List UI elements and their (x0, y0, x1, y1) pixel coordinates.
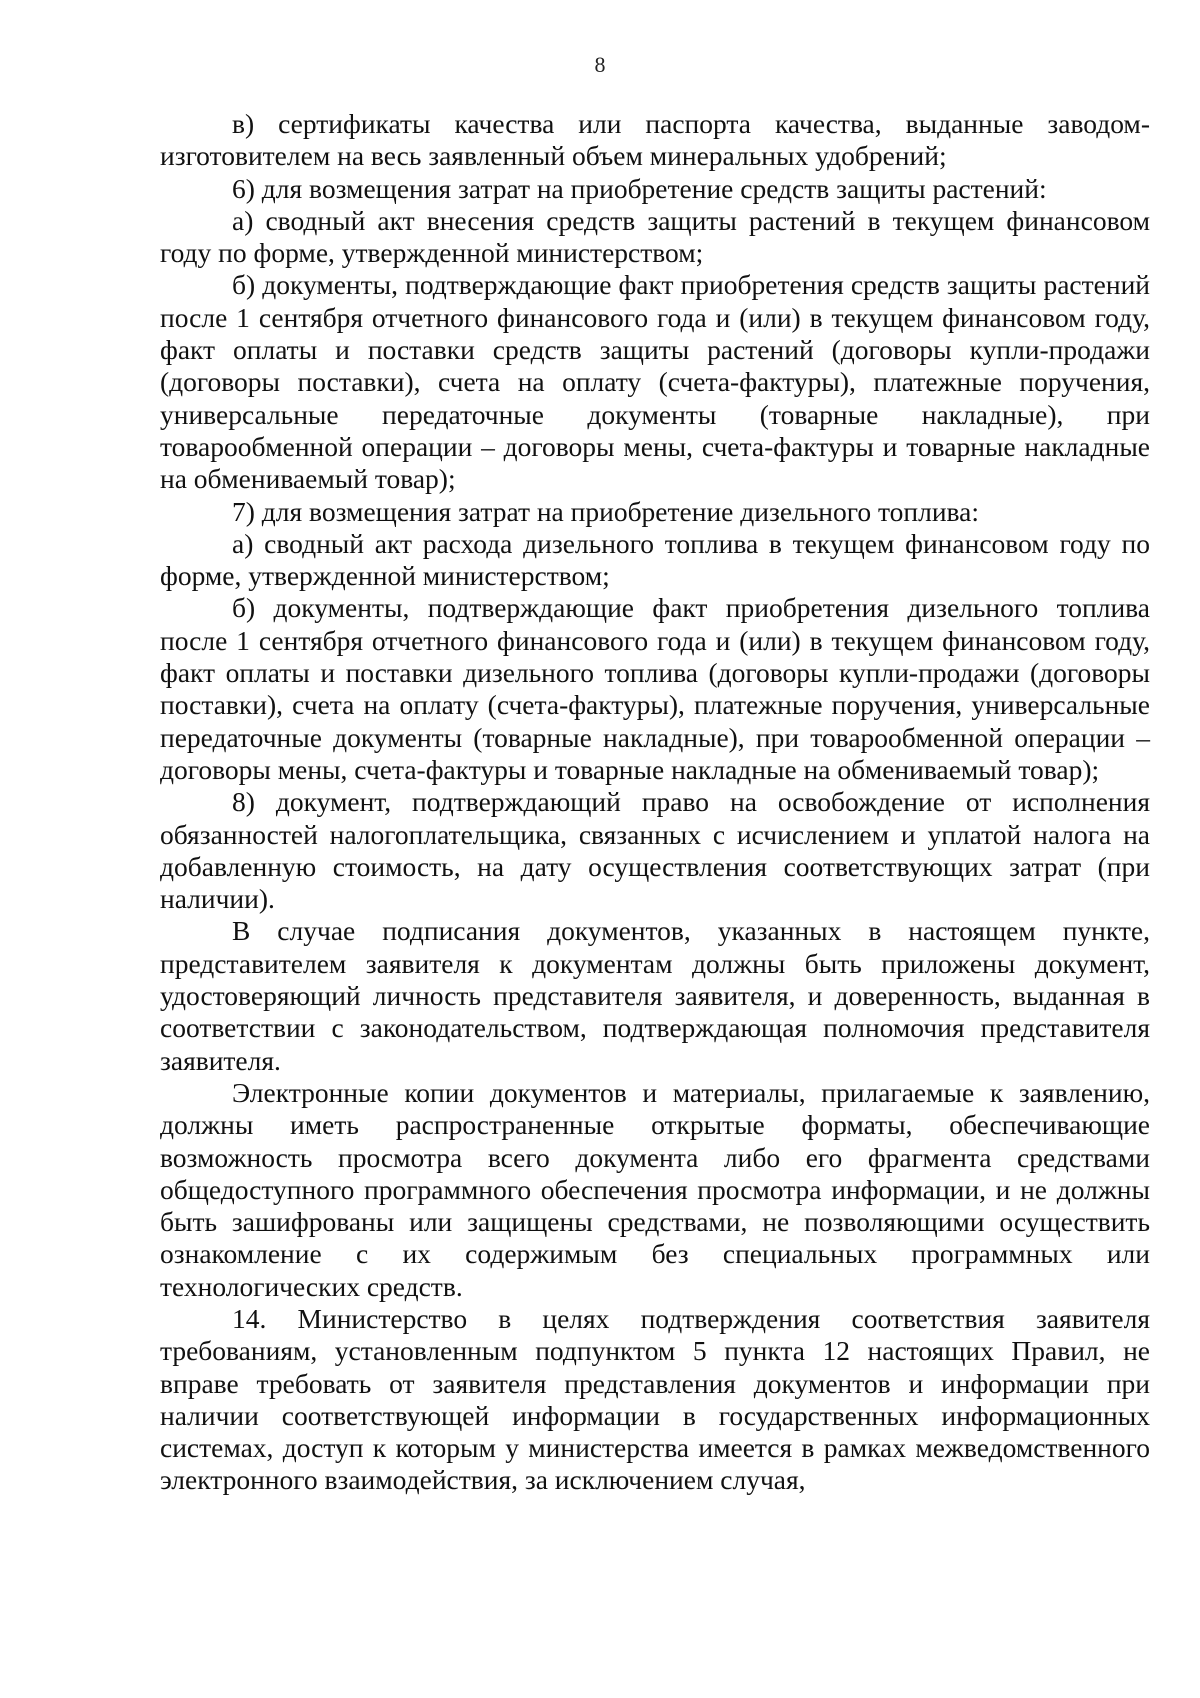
paragraph-7a-diesel-act: а) сводный акт расхода дизельного топлива в текущем финансовом году по форме, утвержденной министерством; (160, 527, 1150, 592)
paragraph-7b-diesel-documents: б) документы, подтверждающие факт приобретения дизельного топлива после 1 сентября отчетного финансового года и (или) в текущем финансовом году, факт оплаты и поставки дизельного топлива (договоры купли-продажи (договоры поставки), счета на оплату (счета-фактуры), платежные поручения, универсальные передаточные документы (товарные накладные), при товарообменной операции – договоры мены, счета-фактуры и товарные накладные на обмениваемый товар); (160, 592, 1150, 785)
document-body (160, 108, 1150, 1497)
paragraph-electronic-copies: Электронные копии документов и материалы, прилагаемые к заявлению, должны иметь распространенные открытые форматы, обеспечивающие возможность просмотра всего документа либо его фрагмента средствами общедоступного программного обеспечения просмотра информации, и не должны быть зашифрованы или защищены средствами, не позволяющими осуществить ознакомление с их содержимым без специальных программных или технологических средств. (160, 1076, 1150, 1302)
paragraph-representative-signing: В случае подписания документов, указанных в настоящем пункте, представителем заявителя к документам должны быть приложены документ, удостоверяющий личность представителя заявителя, и доверенность, выданная в соответствии с законодательством, подтверждающая полномочия представителя заявителя. (160, 915, 1150, 1076)
page-number: 8 (594, 52, 606, 77)
paragraph-v-quality-certificates: в) сертификаты качества или паспорта качества, выданные заводом-изготовителем на весь заявленный объем минеральных удобрений; (160, 108, 1150, 172)
paragraph-6-plant-protection-heading: 6) для возмещения затрат на приобретение средств защиты растений: (232, 172, 1047, 204)
paragraph-8-vat-exemption: 8) документ, подтверждающий право на освобождение от исполнения обязанностей налогоплательщика, связанных с исчислением и уплатой налога на добавленную стоимость, на дату осуществления соответствующих затрат (при наличии). (160, 786, 1150, 915)
paragraph-6a-summary-act: а) сводный акт внесения средств защиты растений в текущем финансовом году по форме, утвержденной министерством; (160, 204, 1150, 269)
paragraph-14-ministry: 14. Министерство в целях подтверждения соответствия заявителя требованиям, установленным подпунктом 5 пункта 12 настоящих Правил, не вправе требовать от заявителя представления документов и информации при наличии соответствующей информации в государственных информационных системах, доступ к которым у министерства имеется в рамках межведомственного электронного взаимодействия, за исключением случая, (160, 1302, 1150, 1496)
paragraph-6b-purchase-documents: б) документы, подтверждающие факт приобретения средств защиты растений после 1 сентября отчетного финансового года и (или) в текущем финансовом году, факт оплаты и поставки средств защиты растений (договоры купли-продажи (договоры поставки), счета на оплату (счета-фактуры), платежные поручения, универсальные передаточные документы (товарные накладные), при товарообменной операции – договоры мены, счета-фактуры и товарные накладные на обмениваемый товар); (160, 269, 1150, 495)
paragraph-7-diesel-heading: 7) для возмещения затрат на приобретение дизельного топлива: (232, 495, 980, 527)
